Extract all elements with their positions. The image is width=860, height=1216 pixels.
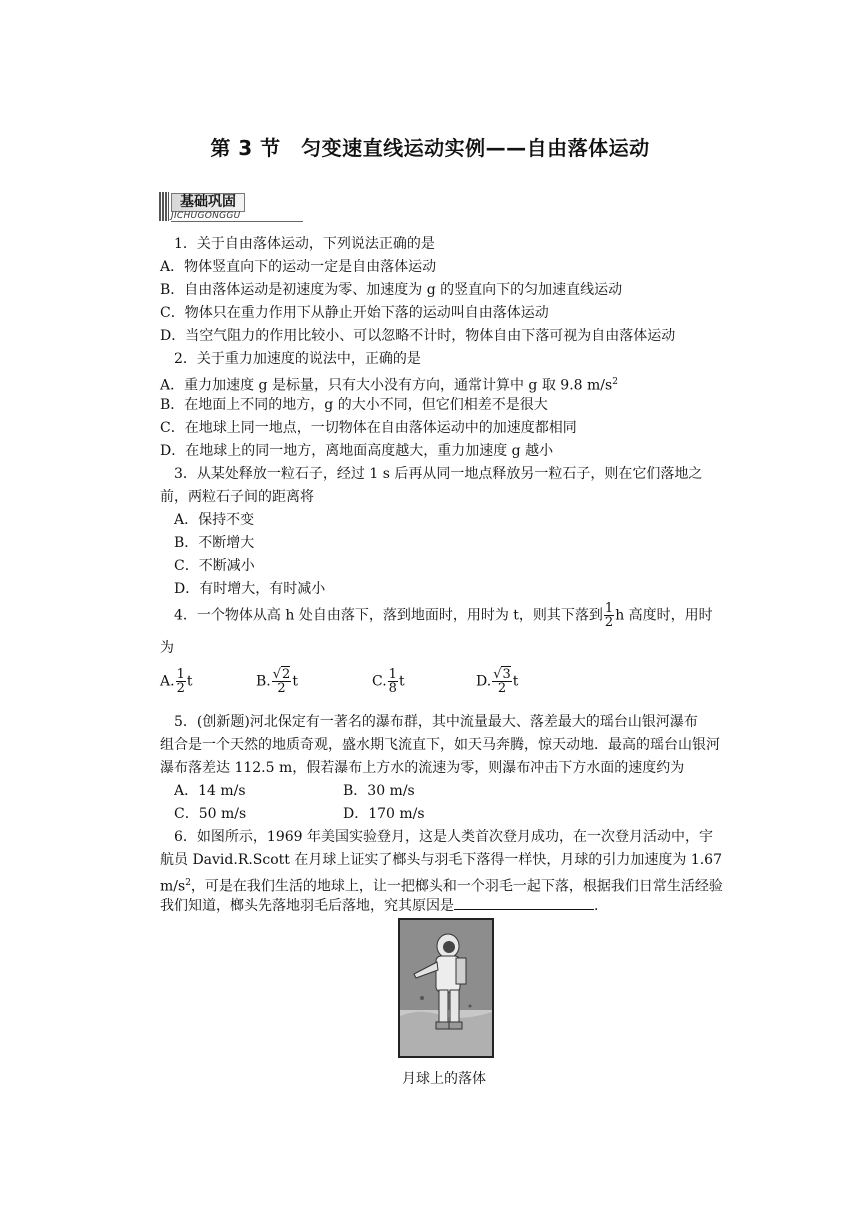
q4-option-b-radicand: 2	[282, 667, 291, 682]
q1-option-d: D．当空气阻力的作用比较小、可以忽略不计时，物体自由下落可视为自由落体运动	[160, 328, 676, 344]
q4-option-d-radicand: 3	[502, 667, 511, 682]
q3-option-d: D．有时增大，有时减小	[174, 581, 326, 597]
q4-stem-2: 为	[160, 640, 174, 656]
q6-stem-3	[160, 872, 723, 898]
q4-option-c-den: 8	[388, 681, 397, 696]
q4-option-b-t: t	[292, 673, 298, 690]
page-title: 第 3 节 匀变速直线运动实例——自由落体运动	[210, 136, 650, 160]
q4-option-c	[372, 668, 405, 695]
q4-option-d-num	[492, 668, 512, 682]
q6-stem-3a: m/s	[160, 878, 186, 895]
q4-option-d-t: t	[512, 673, 519, 690]
q2-option-a-sup: 2	[612, 377, 618, 387]
q6-stem-4-end: .	[594, 898, 599, 914]
q4-option-c-fraction	[388, 668, 398, 695]
q1-option-a: A．物体竖直向下的运动一定是自由落体运动	[160, 259, 437, 275]
q5-option-c: C．50 m/s	[174, 806, 247, 822]
q2-option-b: B．在地面上不同的地方，g 的大小不同，但它们相差不是很大	[160, 397, 548, 413]
answer-blank[interactable]	[454, 895, 594, 910]
q2-option-c: C．在地球上同一地点，一切物体在自由落体运动中的加速度都相同	[160, 420, 577, 436]
q4-option-a	[160, 668, 192, 695]
section-label: 基础巩固	[171, 193, 245, 212]
q3-option-a: A．保持不变	[174, 512, 255, 528]
q6-stem-3b: ，可是在我们生活的地球上，让一把榔头和一个羽毛一起下落，根据我们日常生活经验	[190, 878, 723, 895]
q4-half-den: 2	[604, 615, 614, 630]
q1-option-b: B．自由落体运动是初速度为零、加速度为 g 的竖直向下的匀加速直线运动	[160, 282, 623, 298]
q6-stem-4-text: 我们知道，榔头先落地羽毛后落地，究其原因是	[160, 898, 454, 914]
q2-option-d: D．在地球上的同一地方，离地面高度越大，重力加速度 g 越小	[160, 443, 554, 459]
q4-option-a-den: 2	[176, 681, 185, 696]
q5-option-d: D．170 m/s	[343, 806, 425, 822]
q6-stem-1: 6．如图所示，1969 年美国实验登月，这是人类首次登月成功，在一次登月活动中，宇	[174, 829, 713, 845]
q2-option-a	[160, 371, 618, 397]
figure-caption: 月球上的落体	[402, 1071, 486, 1087]
q2-stem: 2．关于重力加速度的说法中，正确的是	[174, 351, 421, 367]
q4-option-d-den: 2	[497, 681, 507, 696]
section-badge	[159, 192, 305, 222]
q1-stem: 1．关于自由落体运动，下列说法正确的是	[174, 236, 435, 252]
q5-option-a: A．14 m/s	[174, 783, 246, 799]
q6-stem-3-sup: 2	[185, 878, 191, 888]
q5-stem-3: 瀑布落差达 112.5 m，假若瀑布上方水的流速为零，则瀑布冲击下方水面的速度约为	[160, 760, 685, 776]
q4-option-a-t: t	[186, 673, 193, 690]
q6-stem-2: 航员 David.R.Scott 在月球上证实了榔头与羽毛下落得一样快，月球的引力加速度为 1.67	[160, 852, 722, 868]
q4-option-a-num: 1	[176, 667, 185, 682]
sqrt-icon: √	[272, 667, 282, 682]
q4-half-fraction	[604, 602, 614, 629]
q4-option-d-label: D.	[476, 673, 492, 690]
badge-bars-icon	[159, 192, 169, 221]
q4-option-c-num: 1	[388, 667, 397, 682]
astronaut-illustration	[400, 920, 492, 1056]
q3-stem-2: 前，两粒石子间的距离将	[160, 489, 314, 505]
section-pinyin: JICHUGONGGU	[171, 211, 303, 222]
q6-stem-4	[160, 895, 598, 917]
q4-option-b-num	[272, 668, 292, 682]
q4-option-d-fraction	[492, 668, 512, 695]
q5-stem-1: 5．(创新题)河北保定有一著名的瀑布群，其中流量最大、落差最大的瑶台山银河瀑布	[174, 714, 698, 730]
q4-option-b	[256, 668, 298, 695]
q4-option-a-label: A.	[160, 673, 175, 690]
q5-option-b: B．30 m/s	[343, 783, 415, 799]
q4-option-c-label: C.	[372, 673, 387, 690]
q3-option-c: C．不断减小	[174, 558, 255, 574]
q4-option-c-t: t	[398, 673, 405, 690]
q2-option-a-text: A．重力加速度 g 是标量，只有大小没有方向，通常计算中 g 取 9.8 m/s	[160, 377, 613, 394]
q4-stem-1b: h 高度时，用时	[615, 607, 713, 624]
q4-option-b-den: 2	[277, 681, 286, 696]
sqrt-icon: √	[493, 667, 502, 682]
q4-option-a-fraction	[176, 668, 186, 695]
q4-stem-1a: 4．一个物体从高 h 处自由落下，落到地面时，用时为 t，则其下落到	[174, 607, 603, 624]
q4-stem-1	[174, 602, 713, 629]
q4-option-d	[476, 668, 518, 695]
q4-option-b-fraction	[272, 668, 292, 695]
q4-option-b-label: B.	[256, 673, 271, 690]
q3-option-b: B．不断增大	[174, 535, 255, 551]
q5-stem-2: 组合是一个天然的地质奇观，盛水期飞流直下，如天马奔腾，惊天动地．最高的瑶台山银河	[160, 737, 720, 753]
q1-option-c: C．物体只在重力作用下从静止开始下落的运动叫自由落体运动	[160, 305, 549, 321]
q3-stem-1: 3．从某处释放一粒石子，经过 1 s 后再从同一地点释放另一粒石子，则在它们落地之	[174, 466, 703, 482]
astronaut-photo-icon	[398, 918, 494, 1058]
q4-half-num: 1	[604, 601, 614, 616]
